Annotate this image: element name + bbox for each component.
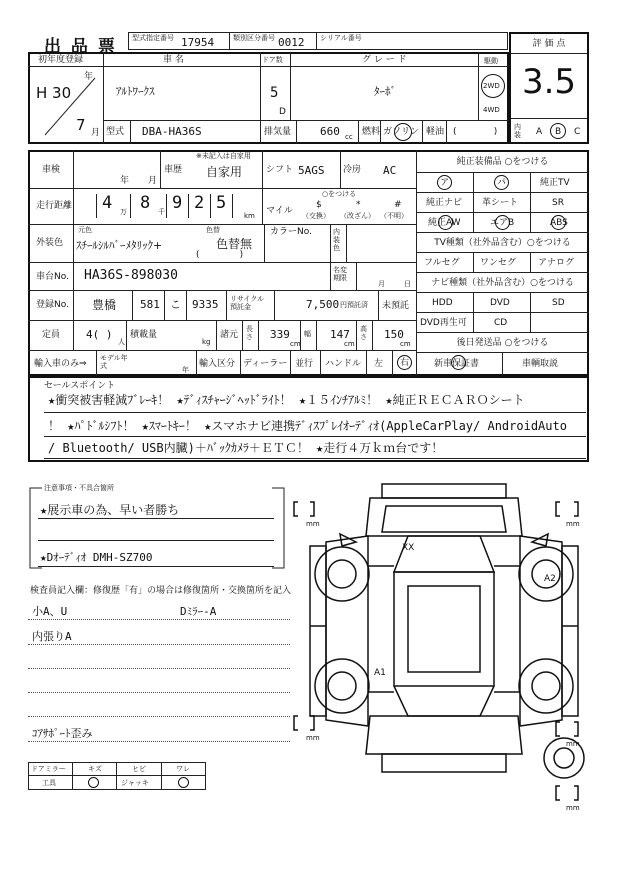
eq-item: エアB (490, 218, 515, 228)
grade-label: グ レ ー ド (362, 55, 407, 65)
year-unit: 年 (84, 72, 94, 82)
mileage-digits (96, 194, 256, 218)
score-label: 評 価 点 (532, 39, 566, 49)
notes-box (28, 482, 286, 572)
class-number-box (229, 32, 317, 50)
unknown-label: （不明） (380, 212, 408, 220)
drive-2wd: 2WD (483, 82, 500, 90)
eq-item: 純正TV (540, 178, 570, 188)
mileage-digit: 2 (194, 193, 205, 213)
year-unit: 年 (182, 366, 189, 374)
history: 自家用 (206, 165, 243, 179)
first-reg-year: H 30 (36, 84, 72, 102)
len-label: 長さ (246, 325, 253, 341)
recycle-unit: 円預託済 (340, 301, 368, 309)
fuel-gas: ガソリン (383, 127, 420, 137)
eq-item: 純正ナビ (426, 198, 463, 208)
displacement: 660 (320, 125, 340, 138)
nav-title: ナビ種類（社外品含む）○をつける (431, 278, 574, 288)
legend-cell: キズ (88, 765, 102, 773)
score-value: 3.5 (521, 62, 577, 102)
tv-title: TV種類（社外品含む）○をつける (434, 238, 571, 248)
sen-unit: 千 (158, 208, 165, 216)
load-label: 積載量 (130, 330, 158, 340)
legend-cell: ヒビ (132, 765, 146, 773)
reg-kana: こ (170, 298, 181, 311)
class-number: 0012 (278, 36, 305, 49)
notes-line: ★Dｵｰﾃﾞｨｵ DMH-SZ700 (40, 551, 153, 564)
length: 339 (270, 328, 290, 341)
history-label: 車歴 (164, 165, 183, 175)
tamper-label: （改ざん） (340, 212, 375, 220)
name-change-month: 月 (378, 280, 385, 288)
eq-item: ア (440, 178, 450, 188)
equipment-title: 純正装備品 ○をつける (456, 157, 549, 167)
inspector-row: 内張りA (32, 630, 72, 643)
nav-item: DVD再生可 (420, 318, 467, 328)
form-title: 出 品 票 (44, 37, 117, 57)
import-label: 輸入車のみ⇒ (34, 359, 87, 369)
first-reg-month: 7 (76, 116, 86, 134)
shift: 5AGS (298, 164, 325, 177)
later-item: 新車保証書 (434, 359, 480, 369)
sales-label: セールスポイント (44, 381, 116, 391)
inspection-year: 年 (120, 176, 130, 186)
sales-points-box (28, 376, 589, 462)
nav-item: SD (552, 298, 565, 308)
interior-a: A (536, 127, 543, 137)
inner-color-label: 内装色 (333, 228, 340, 252)
car-body-diagram (290, 476, 610, 816)
model-year-label: モデル年式 (100, 354, 128, 370)
km-unit: km (244, 212, 255, 220)
colorno-label: カラーNo. (270, 227, 312, 237)
fuel-other: ( ) (453, 127, 498, 137)
displacement-unit: cc (345, 133, 353, 141)
legend-circle (178, 777, 189, 788)
ac: AC (383, 164, 397, 177)
nav-item: HDD (432, 298, 453, 308)
interior-c: C (574, 127, 581, 137)
painted: 色替無 (216, 237, 253, 251)
mm-unit: mm (306, 734, 320, 742)
chassis-label: 車台No. (36, 272, 69, 282)
legend-cell: ドアミラー (31, 765, 66, 773)
handle-right: 右 (400, 358, 410, 368)
dims-label: 諸元 (220, 330, 239, 340)
exchange-label: （交換） (302, 212, 330, 220)
damage-mark-a1: A1 (374, 668, 386, 678)
legend-cell: ジャッキ (121, 779, 149, 787)
mileage-digit: 8 (140, 193, 151, 213)
first-reg-label: 初年度登録 (38, 55, 84, 65)
drive-label: 駆動 (484, 57, 498, 65)
inspector-row: 小A、U (32, 605, 68, 618)
tv-item: アナログ (538, 258, 575, 268)
mm-unit: mm (306, 520, 320, 528)
eq-item: 革シート (482, 198, 519, 208)
displacement-label: 排気量 (264, 127, 292, 137)
sales-line: / Bluetooth/ USB内臓)＋ﾊﾞｯｸｶﾒﾗ＋ＥＴＣ！ ★走行４万ｋｍ台です！ (48, 441, 444, 455)
circle-note: ○をつける (322, 190, 357, 198)
score-box (509, 32, 589, 144)
sales-line: ★衝突被害軽減ﾌﾞﾚｰｷ！ ★ﾃﾞｨｽﾁｬｰｼﾞﾍｯﾄﾞﾗｲﾄ！ ★１５ｲﾝﾁｱﾙﾐ！ ★純正ＲＥＣＡＲＯシート (48, 393, 525, 407)
mileage-digit: 9 (172, 193, 183, 213)
month-unit: 月 (91, 128, 101, 138)
man-unit: 万 (120, 208, 127, 216)
type-number-label: 型式指定番号 (132, 34, 174, 42)
mileage-digit: 5 (216, 193, 227, 213)
fuel-light: 軽油 (426, 127, 445, 137)
recycle: 7,500 (306, 298, 340, 311)
later-title: 後日発送品 ○をつける (456, 338, 549, 348)
sym-star: * (356, 200, 361, 210)
damage-mark-xx: XX (402, 543, 415, 553)
capacity: 4( ) (86, 328, 113, 341)
grade: ﾀｰﾎﾞ (374, 85, 396, 98)
damage-mark-a2: A2 (544, 574, 556, 584)
dealer: ディーラー (243, 359, 288, 369)
car-name-label: 車 名 (163, 55, 184, 65)
hei-label: 高さ (360, 325, 367, 341)
cm-unit: cm (290, 340, 301, 348)
legend-cell: 工具 (42, 779, 56, 787)
ac-label: 冷房 (343, 165, 362, 175)
equipment-table (416, 150, 589, 376)
color: ｽﾁｰﾙｼﾙﾊﾞｰﾒﾀﾘｯｸ+ (76, 239, 163, 252)
mm-unit: mm (566, 804, 580, 812)
serial-label: シリアル番号 (320, 34, 362, 42)
parallel: 並行 (295, 359, 314, 369)
import-type-label: 輸入区分 (199, 359, 236, 369)
inspection-label: 車検 (42, 165, 61, 175)
nav-item: DVD (490, 298, 510, 308)
sym-hash: # (394, 200, 402, 210)
interior-b: B (555, 127, 562, 137)
inspection-month: 月 (148, 176, 158, 186)
capacity-unit: 人 (118, 338, 125, 346)
recycle-label: リサイクル預託金 (230, 295, 265, 311)
doors-sub: D (279, 107, 286, 117)
model-label: 型式 (106, 127, 125, 137)
recycle-no: 未預託 (382, 301, 410, 311)
doors-label: ドア数 (262, 56, 283, 64)
wid-label: 幅 (304, 330, 311, 338)
mile-label: マイル (266, 206, 293, 216)
mileage-digit: 4 (102, 193, 113, 213)
painted-parens: ( ) (196, 250, 244, 260)
cm-unit: cm (344, 340, 355, 348)
drive-4wd: 4WD (483, 106, 500, 114)
type-number: 17954 (181, 36, 215, 49)
sym-dollar: $ (316, 200, 322, 210)
fuel-label: 燃料 (362, 127, 381, 137)
mm-unit: mm (566, 520, 580, 528)
reg-area: 豊橋 (92, 298, 117, 312)
legend-cell: ワレ (176, 765, 190, 773)
handle-left: 左 (374, 359, 384, 369)
notes-label: 注意事項・不具合箇所 (44, 484, 114, 492)
sales-line: ！ ★ﾊﾟﾄﾞﾙｼﾌﾄ！ ★ｽﾏｰﾄｷｰ！ ★スマホナビ連携ﾃﾞｨｽﾌﾟﾚｲｵｰﾃﾞｨｵ(AppleCarPlay/ AndroidAuto (48, 419, 567, 433)
name-change-label: 名変期限 (333, 266, 347, 282)
interior-label: 内装 (514, 123, 521, 139)
mm-unit: mm (566, 740, 580, 748)
legend-circle (88, 777, 99, 788)
reg-class: 581 (140, 298, 160, 311)
legend-table (28, 762, 206, 790)
eq-item: SR (552, 198, 564, 208)
later-item: 車輌取説 (522, 359, 559, 369)
regno-label: 登録No. (36, 300, 69, 310)
class-number-label: 類別区分番号 (233, 34, 275, 42)
capacity-label: 定員 (42, 330, 61, 340)
kg-unit: kg (202, 338, 211, 346)
tv-item: ワンセグ (480, 258, 517, 268)
inspector-row: ｺｱｻﾎﾟｰﾄ歪み (32, 727, 93, 740)
eq-item: 純正AW (428, 218, 461, 228)
eq-item: ABS (550, 218, 568, 228)
color-label: 外装色 (36, 238, 64, 248)
inspector-label: 検査員記入欄：修復歴「有」の場合は修復箇所・交換箇所を記入 (30, 586, 292, 596)
painted-label: 色替 (206, 226, 220, 234)
chassis: HA36S-898030 (84, 268, 178, 283)
name-change-day: 日 (404, 280, 411, 288)
car-name: ｱﾙﾄﾜｰｸｽ (116, 85, 155, 98)
orig-color-label: 元色 (78, 226, 92, 234)
doors: 5 (270, 85, 279, 101)
history-note: ※未記入は自家用 (196, 152, 251, 160)
tv-item: フルセグ (424, 258, 460, 268)
nav-item: CD (494, 318, 508, 328)
serial-box (316, 32, 508, 50)
notes-line: ★展示車の為、早い者勝ち (40, 503, 180, 517)
handle-label: ハンドル (325, 359, 362, 369)
cm-unit: cm (400, 340, 411, 348)
width: 147 (330, 328, 350, 341)
height: 150 (384, 328, 404, 341)
eq-item: パ (497, 178, 507, 188)
model: DBA-HA36S (142, 125, 202, 138)
inspector-row: Dﾐﾗｰ-A (180, 605, 217, 618)
mileage-label: 走行距離 (36, 201, 73, 211)
type-number-box (128, 32, 230, 50)
reg-num: 9335 (192, 298, 219, 311)
shift-label: シフト (266, 165, 294, 175)
